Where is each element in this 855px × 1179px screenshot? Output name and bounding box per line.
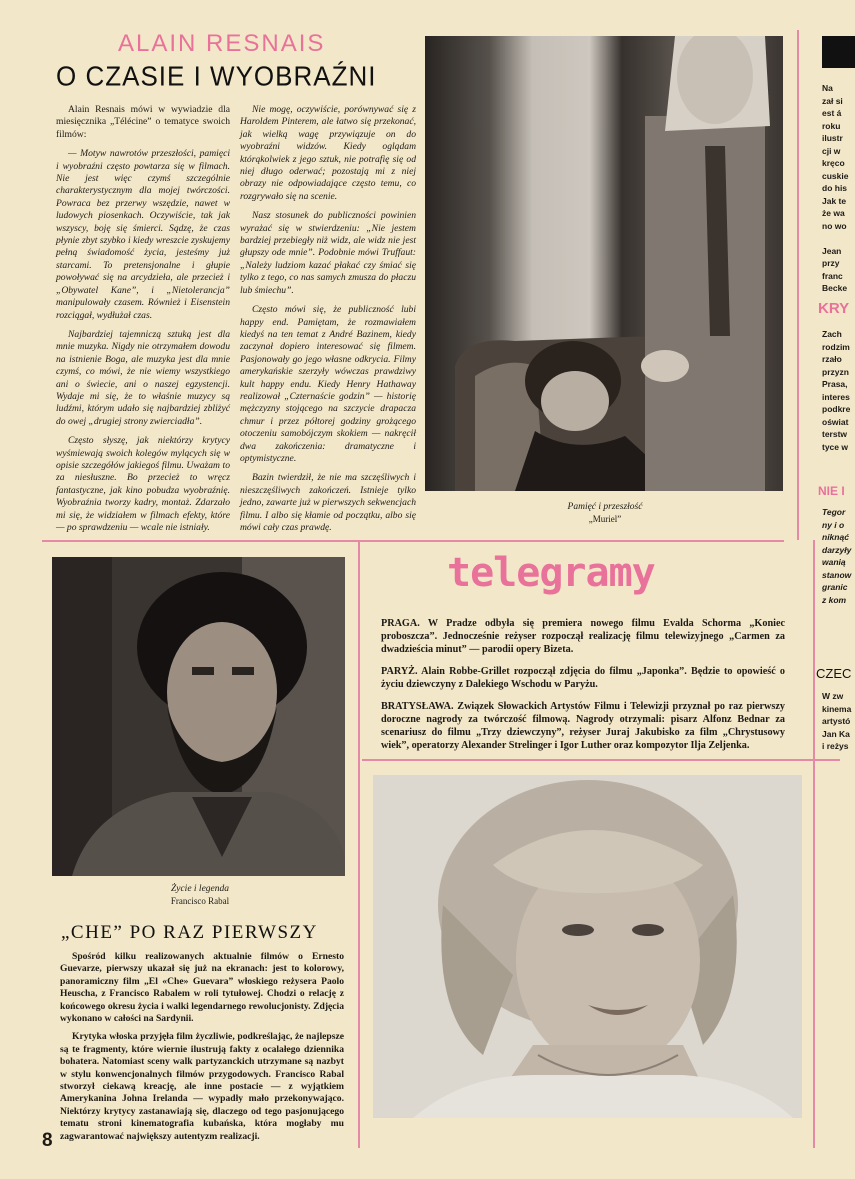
- paragraph: Często słyszę, jak niektórzy krytycy wyśmiewają swoich kolegów mylących się w opisie szczegółów jakiegoś filmu. Uważam to za niesłuszne. Bo przecież to wręcz fantastyczne, jak kino pobudza wyobraźnię. Wyobraźnia tworzy kadry, montaż. Zdarzało mi się, że widziałem w filmach efekty, które — po sprawdzeniu — wcale nie istniały.: [56, 435, 230, 533]
- caption-line: Francisco Rabal: [170, 896, 230, 906]
- muriel-still-photo: [425, 36, 783, 491]
- sidebar-line: ilustr: [822, 133, 843, 143]
- sidebar-line: darzyły: [822, 544, 852, 555]
- telegramy-list: [381, 617, 785, 761]
- sidebar-line: Prasa,: [822, 379, 848, 389]
- che-article-body: [60, 951, 344, 1143]
- sidebar-line: Jean: [822, 245, 842, 256]
- sidebar-line: kinema: [822, 703, 852, 714]
- sidebar-kry-heading: KRY: [818, 300, 850, 317]
- sidebar-line: terstw: [822, 429, 848, 439]
- article-kicker: ALAIN RESNAIS: [118, 30, 326, 57]
- sidebar-line: ny i o: [822, 519, 845, 530]
- sidebar-nie-heading: NIE I: [818, 484, 845, 498]
- sidebar-line: zał si: [822, 95, 843, 106]
- paragraph: Nasz stosunek do publiczności powinien wyrażać się w stwierdzeniu: „Nie jestem bardziej przebiegły niż widz, ale widz nie jest głupszy ode mnie”. Podobnie mówi Truffaut: „Należy ludziom kazać płakać czy śmiać się tylko z tego, co nas samych zmusza do płaczu lub śmiechu”.: [240, 210, 416, 296]
- caption-line: Pamięć i przeszłość: [567, 502, 643, 512]
- sidebar-line: kręco: [822, 158, 845, 168]
- intro-paragraph: Alain Resnais mówi w wywiadzie dla miesięcznika „Télécine” o tematyce swoich filmów:: [56, 104, 230, 140]
- muriel-photo-illustration: [425, 36, 783, 491]
- sidebar-line: W zw: [822, 691, 844, 701]
- telegram-city: BRATYSŁAWA.: [381, 701, 454, 712]
- sidebar-line: cji w: [822, 145, 841, 156]
- sidebar-line: [822, 232, 855, 245]
- sidebar-line: z kom: [822, 594, 847, 605]
- sidebar-line: cuskie: [822, 170, 849, 181]
- sidebar-line: interes: [822, 391, 850, 402]
- telegram-city: PRAGA.: [381, 618, 420, 629]
- sidebar-top-text: [822, 82, 855, 295]
- sidebar-line: rzało: [822, 354, 842, 364]
- telegram-text: Alain Robbe-Grillet rozpoczął zdjęcia do filmu „Japonka”. Będzie to opowieść o życiu dziewczyny z Dalekiego Wschodu w Paryżu.: [381, 666, 785, 690]
- caption-line: „Muriel”: [588, 514, 622, 524]
- rabal-caption: [100, 883, 300, 907]
- telegram-item: [381, 665, 785, 691]
- paragraph: — Motyw nawrotów przeszłości, pamięci i wyobraźni często powtarza się w filmach. Nie jest więc czymś szczególnie charakterystycznym dla mojej twórczości. Powraca bez przerwy wszędzie, nawet w ludowych piosenkach. Oczywiście, tak jak wszyscy, boję się śmierci. Sądzę, że czas płynie zbyt szybko i kiedy wreszcie zyskujemy pełną świadomość życia, jesteśmy już starcami. To pretensjonalne i głupie powoływać się na arcydzieła, ale przecież i „Obywatel Kane”, i „Nietolerancja” manipulowały czasem. Również i Eisenstein rozciągał, wydłużał czas.: [56, 148, 230, 321]
- sidebar-line: granic: [822, 582, 848, 592]
- sidebar-line: niknąć: [822, 532, 849, 542]
- paragraph: Nie mogę, oczywiście, porównywać się z Haroldem Pinterem, ale łatwo się przekonać, jak wielką wagę przywiązuje on do wyobraźni widzów. Kiedy oglądam którąkolwiek z jego sztuk, nie potrafię się od niej długo oderwać; pozostają mi z niej obrazy nie odpowiadające często temu, co rozgrywało się na scenie.: [240, 104, 416, 202]
- rabal-photo-illustration: [52, 557, 345, 876]
- sidebar-line: Becke: [822, 283, 848, 293]
- sidebar-line: no wo: [822, 220, 847, 231]
- sidebar-line: Na: [822, 83, 833, 93]
- sidebar-line: Zach: [822, 329, 842, 339]
- pink-column-rule: [813, 540, 815, 1148]
- article-column-2: [240, 104, 416, 541]
- sidebar-line: stanow: [822, 569, 852, 580]
- woman-photo-illustration: [373, 775, 802, 1118]
- paragraph: Spośród kilku realizowanych aktualnie filmów o Ernesto Guevarze, pierwszy ukazał się już na ekranach: jest to kolorowy, panoramiczny film „El «Che» Guevara” włoskiego reżysera Paolo Heuscha, z Francisco Rabalem w roli tytułowej. Chodzi o relację z końcowego okresu życia i walki legendarnego rewolucjonisty. Zdjęcia wykonano w całości na Sardynii.: [60, 951, 344, 1025]
- sidebar-line: wanią: [822, 557, 846, 567]
- sidebar-kry-text: [822, 328, 855, 453]
- rabal-portrait-photo: [52, 557, 345, 876]
- sidebar-line: est á: [822, 108, 842, 118]
- telegramy-heading: telegramy: [447, 550, 655, 596]
- che-article-title: „CHE” PO RAZ PIERWSZY: [61, 922, 318, 943]
- page-number: 8: [42, 1130, 53, 1151]
- sidebar-line: Jan Ka: [822, 728, 850, 739]
- sidebar-line: i reżys: [822, 741, 849, 751]
- sidebar-line: artystó: [822, 716, 851, 726]
- sidebar-line: przy: [822, 258, 840, 268]
- sidebar-line: podkre: [822, 404, 851, 414]
- telegram-item: [381, 700, 785, 752]
- sidebar-line: roku: [822, 120, 841, 131]
- telegram-city: PARYŻ.: [381, 666, 418, 677]
- telegram-text: W Pradze odbyła się premiera nowego filmu Evalda Schorma „Koniec proboszcza”. Jednocześnie reżyser rozpoczął realizację filmu telewizyjnego „Carmen za dwadzieścia minut” — parodii opery Bizeta.: [381, 618, 785, 655]
- article-column-1: [56, 104, 230, 541]
- sidebar-line: przyzn: [822, 366, 849, 377]
- sidebar-line: że wa: [822, 208, 845, 218]
- sidebar-line: franc: [822, 270, 843, 281]
- sidebar-czec-text: [822, 690, 855, 753]
- paragraph: Najbardziej tajemniczą sztuką jest dla mnie muzyka. Nigdy nie otrzymałem dowodu na istnienie Boga, ale muzyka jest dla mnie czymś, co mówi, że nie wiemy wszystkiego ani o świecie, ani o naszej egzystencji. Wydaje mi się, że to właśnie muzycy są ludźmi, którym udało się najbardziej zbliżyć do owej „drugiej strony zwierciadła”.: [56, 328, 230, 427]
- paragraph: Często mówi się, że publiczność lubi happy end. Pamiętam, że rozmawiałem kiedyś na ten temat z André Bazinem, kiedy zaczynał dopiero interesować się filmem. Pasjonowały go jego własne odkrycia. Filmy amerykańskie szerzyły wówczas prawdziwy kult happy endu. Kiedy Henry Hathaway realizował „Czternaście godzin” — historię mężczyzny stojącego na szczycie drapacza chmur i przez półtorej godziny grożącego otoczeniu samobójczym skokiem — nakręcił dwa zakończenia: dramatyczne i optymistyczne.: [240, 304, 416, 464]
- woman-portrait-photo: [373, 775, 802, 1118]
- paragraph: Krytyka włoska przyjęła film życzliwie, podkreślając, że najlepsze są te fragmenty, które wiernie ilustrują fakty z ocalałego dziennika bohatera. Natomiast sceny walk partyzanckich utrzymane są nazbyt w stylu konwencjonalnych filmów przygodowych. Francisco Rabal stworzył ciekawą kreację, ale inne postacie — z wyjątkiem Amerykanina Johna Irelanda — wypadły mało przekonywająco. Niektórzy krytycy zastanawiają się, dlaczego od tego pasjonującego tematu stroni kinematografia kubańska, która mogłaby mu zagwarantować największy autentyzm realizacji.: [60, 1031, 344, 1142]
- caption-line: Życie i legenda: [170, 884, 230, 894]
- pink-column-rule: [358, 540, 360, 1148]
- sidebar-line: tyce w: [822, 441, 848, 452]
- sidebar-line: rodzim: [822, 341, 850, 352]
- telegram-item: [381, 617, 785, 656]
- sidebar-line: do his: [822, 183, 848, 193]
- sidebar-czec-heading: CZEC: [816, 666, 852, 681]
- sidebar-nie-text: [822, 506, 855, 606]
- sidebar-line: oświat: [822, 416, 849, 427]
- telegram-text: Związek Słowackich Artystów Filmu i Telewizji przyznał po raz pierwszy doroczne nagrody za twórczość filmową. Nagrody otrzymali: pisarz Alfonz Bednar za scenariusz do filmu „Trzy dziewczyny”, reżyser Juraj Jakubisko za film „Chrystusowy wiek”, operatorzy Alexander Strelinger i Igor Luther oraz kompozytor Ilja Zeljenka.: [381, 701, 785, 751]
- paragraph: Bazin twierdził, że nie ma szczęśliwych i nieszczęśliwych zakończeń. Istnieje tylko jedno, zawarte już w pierwszych sekwencjach filmu. I albo się kłamie od początku, albo się mówi cały czas prawdę.: [240, 472, 416, 533]
- sidebar-line: Tegor: [822, 507, 846, 517]
- pink-column-rule: [797, 30, 799, 540]
- sidebar-line: Jak te: [822, 195, 847, 206]
- sidebar-black-block: [822, 36, 855, 68]
- article-title: O CZASIE I WYOBRAŹNI: [56, 60, 377, 92]
- muriel-caption: [500, 501, 710, 525]
- pink-horizontal-rule: [42, 540, 784, 542]
